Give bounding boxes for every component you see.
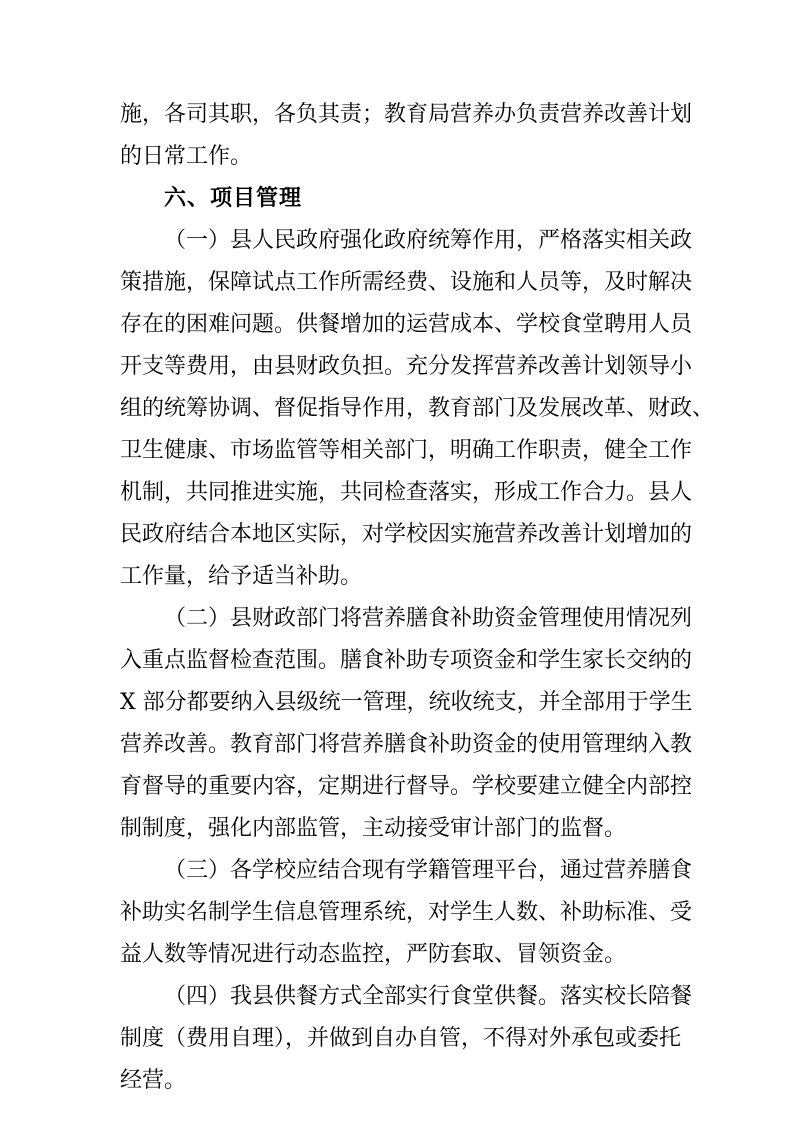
intro-line: 施，各司其职，各负其责；教育局营养办负责营养改善计划 xyxy=(120,102,693,127)
paragraph-1-line: 存在的困难问题。供餐增加的运营成本、学校食堂聘用人员 xyxy=(120,312,693,337)
paragraph-1-line: 民政府结合本地区实际，对学校因实施营养改善计划增加的 xyxy=(120,522,693,547)
paragraph-2-line: 制制度，强化内部监管，主动接受审计部门的监督。 xyxy=(120,816,627,841)
paragraph-4-line: 经营。 xyxy=(120,1068,187,1093)
paragraph-4-line: 制度（费用自理），并做到自办自管，不得对外承包或委托 xyxy=(120,1026,682,1051)
paragraph-3-line: 益人数等情况进行动态监控，严防套取、冒领资金。 xyxy=(120,942,627,967)
paragraph-4-line: （四）我县供餐方式全部实行食堂供餐。落实校长陪餐 xyxy=(164,984,693,1009)
paragraph-2-line: 育督导的重要内容，定期进行督导。学校要建立健全内部控 xyxy=(120,774,693,799)
paragraph-1-line: 策措施，保障试点工作所需经费、设施和人员等，及时解决 xyxy=(120,270,693,295)
paragraph-1-line: 组的统筹协调、督促指导作用，教育部门及发展改革、财政、 xyxy=(120,396,715,421)
paragraph-1-line: 卫生健康、市场监管等相关部门，明确工作职责，健全工作 xyxy=(120,438,693,463)
paragraph-2-line: 入重点监督检查范围。膳食补助专项资金和学生家长交纳的 xyxy=(120,648,693,673)
paragraph-3-line: 补助实名制学生信息管理系统，对学生人数、补助标准、受 xyxy=(120,900,693,925)
paragraph-3-line: （三）各学校应结合现有学籍管理平台，通过营养膳食 xyxy=(164,858,693,883)
paragraph-1-line: 开支等费用，由县财政负担。充分发挥营养改善计划领导小 xyxy=(120,354,693,379)
paragraph-1-line: 机制，共同推进实施，共同检查落实，形成工作合力。县人 xyxy=(120,480,693,505)
paragraph-2-line: 营养改善。教育部门将营养膳食补助资金的使用管理纳入教 xyxy=(120,732,693,757)
paragraph-1-line: （一）县人民政府强化政府统筹作用，严格落实相关政 xyxy=(164,228,693,253)
intro-line: 的日常工作。 xyxy=(120,144,253,169)
paragraph-2-line: X 部分都要纳入县级统一管理，统收统支，并全部用于学生 xyxy=(120,690,693,715)
paragraph-1-line: 工作量，给予适当补助。 xyxy=(120,564,363,589)
paragraph-2-line: （二）县财政部门将营养膳食补助资金管理使用情况列 xyxy=(164,606,693,631)
section-heading: 六、项目管理 xyxy=(164,186,303,211)
